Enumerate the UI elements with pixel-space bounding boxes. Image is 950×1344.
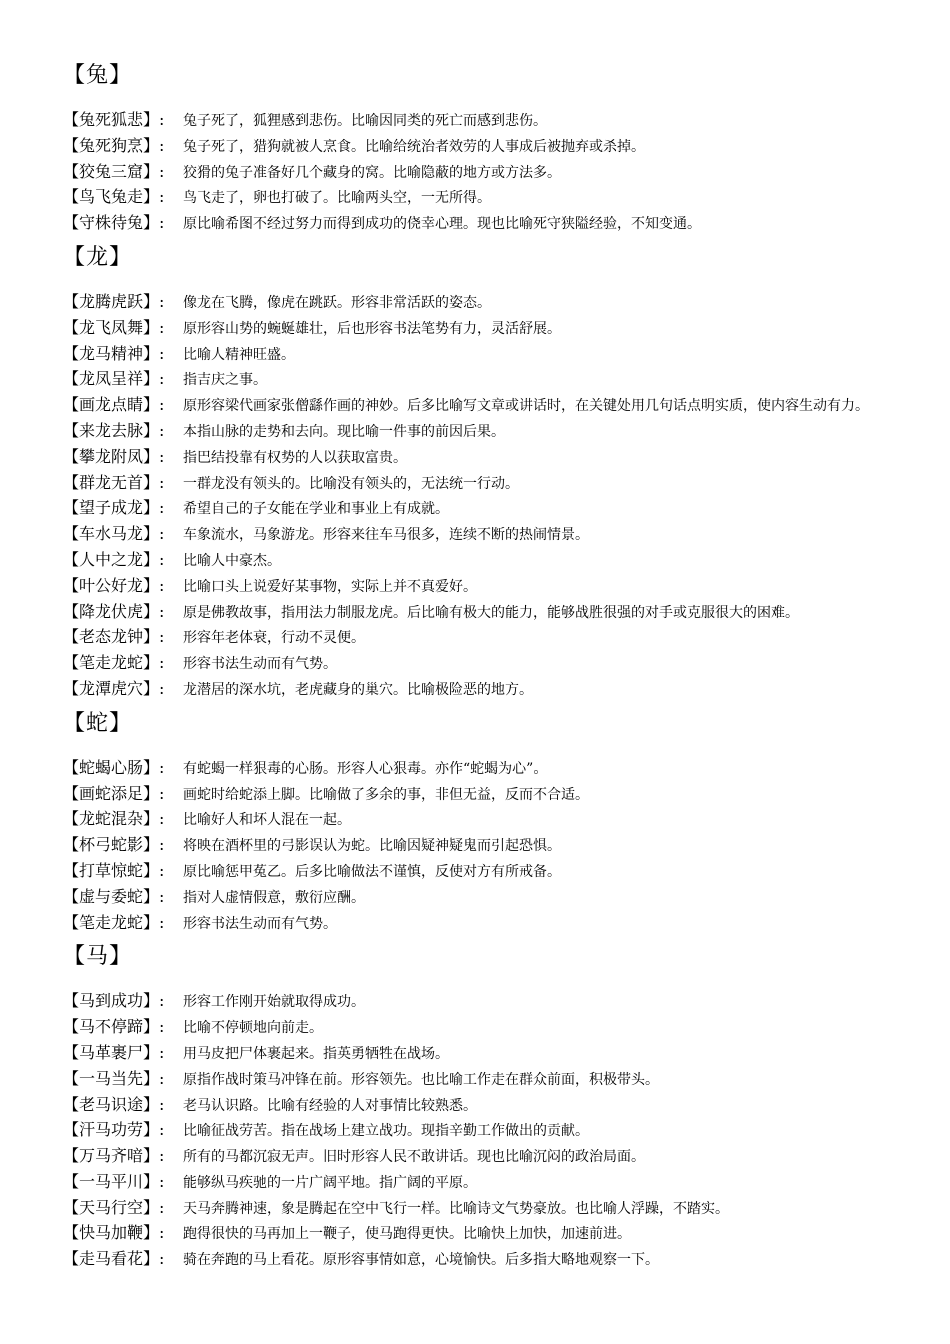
idiom-term: 【叶公好龙】: [63,575,165,595]
idiom-entry [63,419,890,445]
idiom-entry [63,367,890,393]
idiom-term: 【守株待兔】: [63,213,165,233]
idiom-definition: 形容年老体衰，行动不灵便。 [183,630,365,647]
section-title: 【马】 [63,944,133,970]
idiom-definition: 老马认识路。比喻有经验的人对事情比较熟悉。 [183,1097,477,1114]
idiom-definition: 原形容山势的蜿蜒雄壮，后也形容书法笔势有力，灵活舒展。 [183,320,561,337]
idiom-entry [63,1247,890,1273]
idiom-term: 【老态龙钟】: [63,627,165,647]
section [63,940,890,1273]
idiom-entry [63,911,890,937]
idiom-term: 【老马识途】: [63,1094,165,1114]
idiom-term: 【人中之龙】: [63,549,165,569]
idiom-term: 【龙腾虎跃】: [63,291,165,311]
idiom-term: 【车水马龙】: [63,524,165,544]
idiom-term: 【笔走龙蛇】: [63,653,165,673]
idiom-term: 【一马当先】: [63,1068,165,1088]
idiom-entry [63,600,890,626]
idiom-definition: 狡猾的兔子准备好几个藏身的窝。比喻隐蔽的地方或方法多。 [183,164,561,181]
idiom-term: 【鸟飞兔走】: [63,187,165,207]
idiom-definition: 形容工作刚开始就取得成功。 [183,994,365,1011]
idiom-definition: 兔子死了，猎狗就被人烹食。比喻给统治者效劳的人事成后被抛弃或杀掉。 [183,138,645,155]
idiom-term: 【马革裹尸】: [63,1042,165,1062]
idiom-term: 【走马看花】: [63,1249,165,1269]
idiom-definition: 像龙在飞腾，像虎在跳跃。形容非常活跃的姿态。 [183,294,491,311]
idiom-term: 【龙马精神】: [63,343,165,363]
idiom-definition: 原比喻惩甲菟乙。后多比喻做法不谨慎，反使对方有所戒备。 [183,863,561,880]
idiom-definition: 车象流水，马象游龙。形容来往车马很多，连续不断的热闹情景。 [183,527,589,544]
idiom-term: 【狡兔三窟】: [63,161,165,181]
idiom-term: 【龙蛇混杂】: [63,809,165,829]
idiom-definition: 龙潜居的深水坑，老虎藏身的巢穴。比喻极险恶的地方。 [183,681,533,698]
idiom-term: 【汗马功劳】: [63,1120,165,1140]
idiom-entry [63,625,890,651]
idiom-entry [63,885,890,911]
idiom-definition: 指巴结投靠有权势的人以获取富贵。 [183,449,407,466]
idiom-entry [63,1041,890,1067]
idiom-term: 【蛇蝎心肠】: [63,757,165,777]
idiom-entry [63,108,890,134]
idiom-term: 【虚与委蛇】: [63,886,165,906]
idiom-definition: 兔子死了，狐狸感到悲伤。比喻因同类的死亡而感到悲伤。 [183,113,547,129]
idiom-term: 【天马行空】: [63,1197,165,1217]
idiom-term: 【龙凤呈祥】: [63,369,165,389]
idiom-definition: 比喻好人和坏人混在一起。 [183,812,351,829]
idiom-term: 【来龙去脉】: [63,420,165,440]
idiom-entry [63,782,890,808]
idiom-term: 【万马齐喑】: [63,1146,165,1166]
idiom-definition: 有蛇蝎一样狠毒的心肠。形容人心狠毒。亦作“蛇蝎为心”。 [183,760,548,777]
idiom-entry [63,496,890,522]
idiom-entry [63,1196,890,1222]
idiom-term: 【马到成功】: [63,991,165,1011]
idiom-term: 【快马加鞭】: [63,1223,165,1243]
idiom-entry [63,807,890,833]
idiom-term: 【攀龙附凤】: [63,446,165,466]
idiom-term: 【杯弓蛇影】: [63,835,165,855]
idiom-term: 【降龙伏虎】: [63,601,165,621]
idiom-entry [63,1144,890,1170]
section [63,241,890,703]
idiom-entry [63,651,890,677]
idiom-definition: 跑得很快的马再加上一鞭子，使马跑得更快。比喻快上加快，加速前进。 [183,1226,631,1243]
idiom-definition: 将映在酒杯里的弓影误认为蛇。比喻因疑神疑鬼而引起恐惧。 [183,838,561,855]
idiom-definition: 指对人虚情假意，敷衍应酬。 [183,889,365,906]
section-title: 【龙】 [63,244,133,270]
idiom-term: 【群龙无首】: [63,472,165,492]
idiom-entry [63,1118,890,1144]
idiom-entry [63,833,890,859]
idiom-entry [63,185,890,211]
idiom-entry [63,1015,890,1041]
idiom-entry [63,1221,890,1247]
idiom-term: 【打草惊蛇】: [63,860,165,880]
idiom-term: 【兔死狗烹】: [63,135,165,155]
idiom-definition: 比喻人中豪杰。 [183,552,281,569]
idiom-entry [63,677,890,703]
idiom-entry [63,445,890,471]
idiom-definition: 形容书法生动而有气势。 [183,915,337,932]
idiom-definition: 比喻人精神旺盛。 [183,346,295,363]
idiom-entry [63,1170,890,1196]
idiom-definition: 希望自己的子女能在学业和事业上有成就。 [183,501,449,518]
idiom-entry [63,756,890,782]
idiom-definition: 能够纵马疾驰的一片广阔平地。指广阔的平原。 [183,1174,477,1191]
idiom-entry [63,342,890,368]
idiom-entry [63,1093,890,1119]
idiom-definition: 原形容梁代画家张僧繇作画的神妙。后多比喻写文章或讲话时，在关键处用几句话点明实质，使内容生动有力。 [183,398,869,415]
idiom-definition: 鸟飞走了，卵也打破了。比喻两头空，一无所得。 [183,190,491,207]
idiom-definition: 比喻口头上说爱好某事物，实际上并不真爱好。 [183,578,477,595]
idiom-entry [63,290,890,316]
idiom-entry [63,859,890,885]
idiom-definition: 指吉庆之事。 [183,372,267,389]
idiom-definition: 用马皮把尸体裹起来。指英勇牺牲在战场。 [183,1045,449,1062]
idiom-entry [63,134,890,160]
idiom-entry [63,160,890,186]
idiom-term: 【马不停蹄】: [63,1017,165,1037]
idiom-entry [63,574,890,600]
idiom-entry [63,393,890,419]
section-title: 【蛇】 [63,710,133,736]
idiom-definition: 形容书法生动而有气势。 [183,656,337,673]
idiom-definition: 原指作战时策马冲锋在前。形容领先。也比喻工作走在群众前面，积极带头。 [183,1071,659,1088]
idiom-entry [63,522,890,548]
idiom-term: 【龙飞凤舞】: [63,317,165,337]
idiom-definition: 所有的马都沉寂无声。旧时形容人民不敢讲话。现也比喻沉闷的政治局面。 [183,1149,645,1166]
idiom-term: 【笔走龙蛇】: [63,912,165,932]
idiom-definition: 比喻不停顿地向前走。 [183,1020,323,1037]
idiom-entry [63,471,890,497]
idiom-definition: 原比喻希图不经过努力而得到成功的侥幸心理。现也比喻死守狭隘经验，不知变通。 [183,216,701,233]
idiom-definition: 一群龙没有领头的。比喻没有领头的，无法统一行动。 [183,475,519,492]
idiom-definition: 原是佛教故事，指用法力制服龙虎。后比喻有极大的能力，能够战胜很强的对手或克服很大的困难。 [183,604,799,621]
idiom-term: 【画龙点睛】: [63,395,165,415]
idiom-entry [63,211,890,237]
section-title: 【兔】 [63,63,133,88]
idiom-definition: 比喻征战劳苦。指在战场上建立战功。现指辛勤工作做出的贡献。 [183,1123,589,1140]
idiom-definition: 天马奔腾神速，象是腾起在空中飞行一样。比喻诗文气势豪放。也比喻人浮躁，不踏实。 [183,1200,729,1217]
idiom-entry [63,1067,890,1093]
section [63,707,890,937]
idiom-definition: 骑在奔跑的马上看花。原形容事情如意，心境愉快。后多指大略地观察一下。 [183,1252,659,1269]
idiom-term: 【兔死狐悲】: [63,110,165,129]
idiom-definition: 本指山脉的走势和去向。现比喻一件事的前因后果。 [183,423,505,440]
idiom-entry [63,548,890,574]
idiom-entry [63,989,890,1015]
idiom-definition: 画蛇时给蛇添上脚。比喻做了多余的事，非但无益，反而不合适。 [183,786,589,803]
idiom-term: 【龙潭虎穴】: [63,678,165,698]
idiom-term: 【画蛇添足】: [63,783,165,803]
idiom-term: 【望子成龙】: [63,498,165,518]
idiom-term: 【一马平川】: [63,1171,165,1191]
section [63,59,890,237]
idiom-entry [63,316,890,342]
